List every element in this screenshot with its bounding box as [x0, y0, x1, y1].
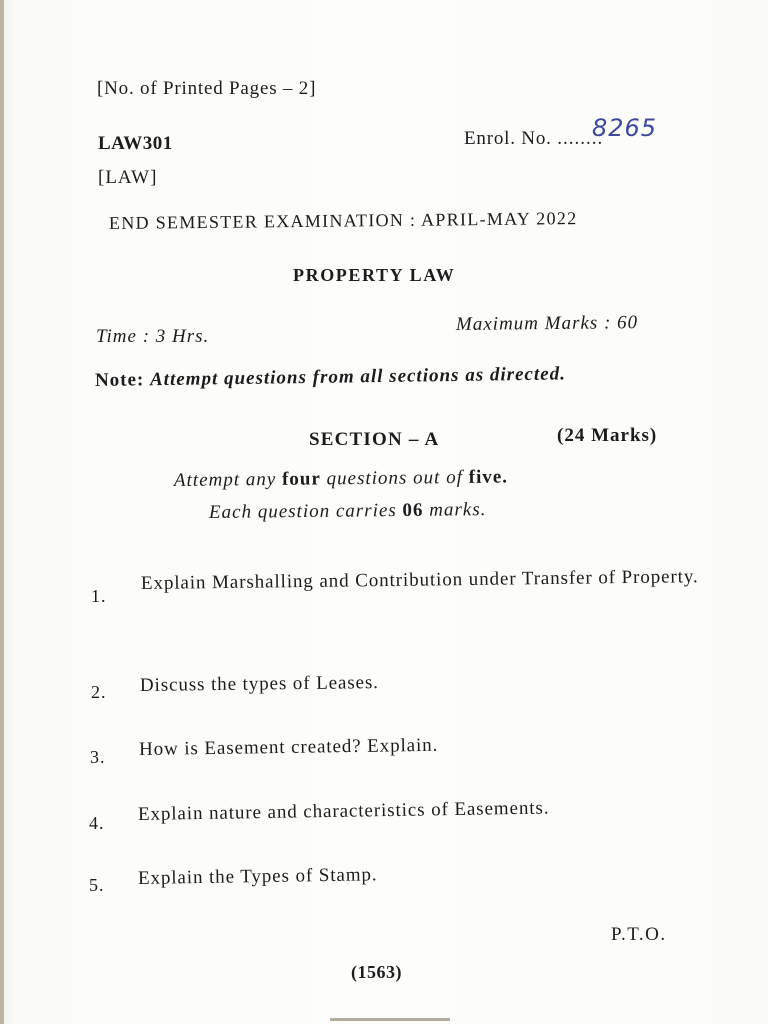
note-text: Attempt questions from all sections as directed. — [149, 363, 567, 391]
paper-code: (1563) — [351, 962, 402, 982]
instruction-text: Attempt any — [173, 468, 277, 491]
section-instruction-2 — [209, 499, 487, 524]
question-number: 3. — [90, 747, 106, 767]
course-code: LAW301 — [98, 133, 173, 154]
question-text: How is Easement created? Explain. — [138, 734, 439, 760]
question-text: Explain the Types of Stamp. — [137, 864, 378, 889]
section-instruction-1 — [174, 467, 508, 492]
question-text: Discuss the types of Leases. — [139, 672, 380, 696]
printed-pages-note: [No. of Printed Pages – 2] — [97, 78, 317, 99]
question-text: Explain nature and characteristics of Easements. — [137, 797, 550, 825]
section-marks: (24 Marks) — [557, 425, 658, 446]
note-line — [95, 363, 566, 392]
note-label: Note: — [94, 369, 145, 391]
enrol-number-field — [464, 128, 603, 150]
instruction-text: marks. — [429, 499, 487, 521]
question-number: 2. — [91, 682, 107, 702]
exam-time: Time : 3 Hrs. — [96, 326, 210, 347]
page-bottom-edge — [330, 1018, 450, 1021]
instruction-text: Each question carries — [208, 500, 397, 523]
instruction-period: . — [502, 466, 509, 488]
instruction-emphasis: four — [281, 468, 321, 490]
section-title: SECTION – A — [309, 429, 440, 450]
exam-title: END SEMESTER EXAMINATION : APRIL-MAY 2022 — [108, 208, 578, 233]
paper-edge — [0, 0, 4, 1024]
question-text: Explain Marshalling and Contribution under Transfer of Property. — [140, 566, 699, 594]
instruction-emphasis: five — [468, 466, 503, 488]
enrol-label: Enrol. No. — [464, 128, 552, 149]
subject-title: PROPERTY LAW — [293, 265, 456, 285]
question-number: 5. — [89, 875, 105, 895]
enrol-handwritten-number: 8265 — [592, 114, 658, 142]
instruction-text: questions out of — [326, 466, 464, 490]
instruction-emphasis: 06 — [402, 499, 424, 521]
question-number: 1. — [91, 586, 107, 606]
please-turn-over: P.T.O. — [611, 924, 667, 945]
department: [LAW] — [98, 167, 158, 188]
maximum-marks: Maximum Marks : 60 — [455, 312, 639, 335]
enrol-dots: ........ — [557, 128, 604, 149]
question-number: 4. — [89, 813, 105, 833]
